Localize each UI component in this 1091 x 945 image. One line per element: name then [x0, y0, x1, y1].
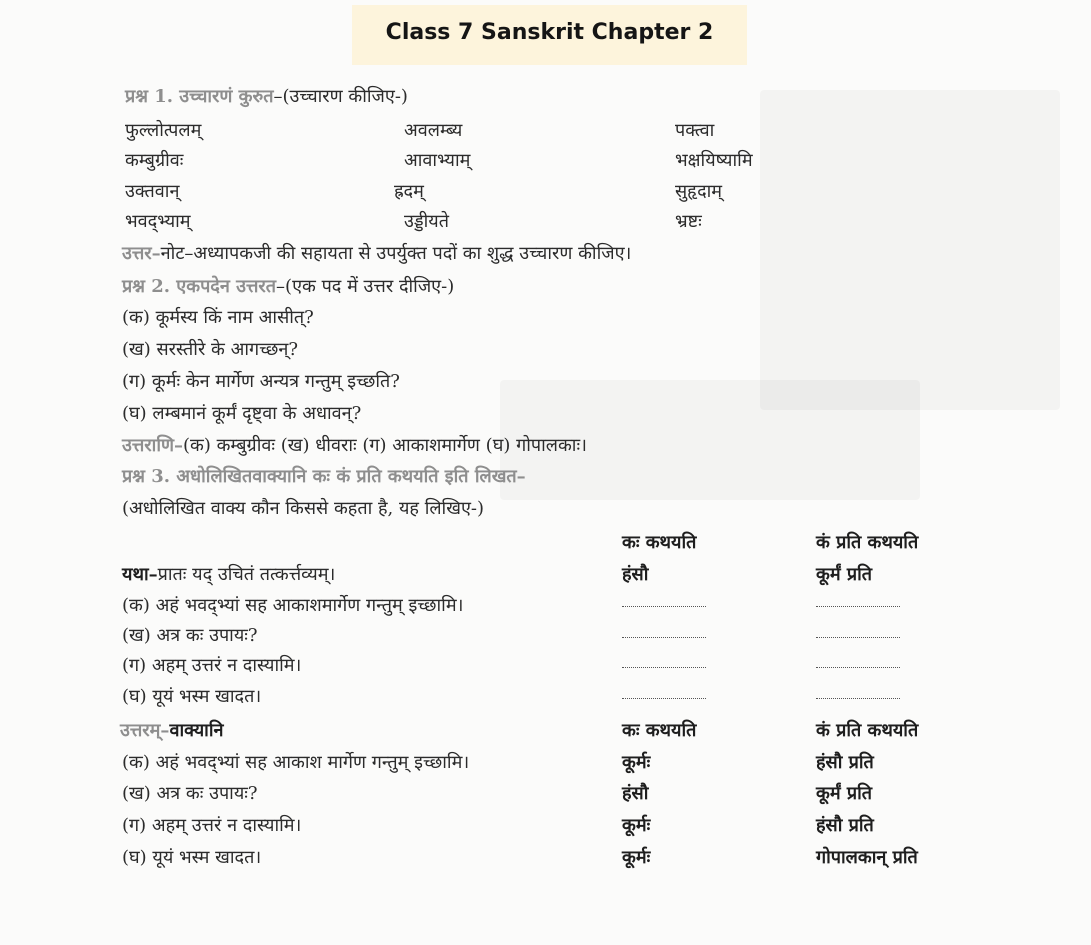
q3-answer-sentence: (घ) यूयं भस्म खादत।: [122, 847, 262, 868]
q2-item: (ख) सरस्तीरे के आगच्छन्?: [122, 339, 298, 360]
q2-answer-label: उत्तराणि–: [122, 435, 184, 456]
q1-word: अवलम्ब्य: [404, 120, 463, 141]
q1-word: सुहृदाम्: [675, 181, 723, 202]
q3-item: (घ) यूयं भस्म खादत।: [122, 686, 262, 707]
q1-heading: प्रश्न 1. उच्चारणं कुरुत: [125, 86, 274, 107]
blank-line: [622, 637, 706, 638]
q3-answer-whom: हंसौ प्रति: [816, 815, 874, 836]
q3-answer-whom: गोपालकान् प्रति: [816, 847, 918, 868]
q3-answer-whom: कूर्मं प्रति: [816, 783, 873, 804]
q1-word: कम्बुग्रीवः: [125, 150, 184, 171]
q2-item: (घ) लम्बमानं कूर्मं दृष्ट्वा के अधावन्?: [122, 403, 362, 424]
q2-item: (ग) कूर्मः केन मार्गेण अन्यत्र गन्तुम् इच्छति?: [122, 371, 400, 392]
page-title: Class 7 Sanskrit Chapter 2: [352, 5, 747, 65]
q3-example-who: हंसौ: [622, 564, 649, 585]
q3-answer-label: उत्तरम्–: [120, 720, 170, 741]
q3-answer-who: कूर्मः: [622, 752, 651, 773]
q3-answer-who: हंसौ: [622, 783, 649, 804]
q1-word: भवद्भ्याम्: [125, 211, 191, 232]
q1-answer-text: नोट–अध्यापकजी की सहायता से उपर्युक्त पदों का शुद्ध उच्चारण कीजिए।: [160, 243, 632, 264]
background-smudge: [760, 90, 1060, 410]
blank-line: [622, 606, 706, 607]
blank-line: [622, 667, 706, 668]
q1-word: फुल्लोत्पलम्: [125, 120, 202, 141]
q1-word: ह्रदम्: [394, 181, 424, 202]
q3-col-whom: कं प्रति कथयति: [816, 532, 919, 553]
q1-word: आवाभ्याम्: [404, 150, 471, 171]
q3-heading: प्रश्न 3. अधोलिखितवाक्यानि कः कं प्रति कथयति इति लिखत–: [122, 466, 526, 487]
q2-answer-text: (क) कम्बुग्रीवः (ख) धीवराः (ग) आकाशमार्गेण (घ) गोपालकाः।: [183, 435, 587, 456]
q1-word: पक्त्वा: [675, 120, 715, 141]
q1-word: भक्षयिष्यामि: [675, 150, 753, 171]
q1-word: भ्रष्टः: [675, 211, 702, 232]
q3-answer-whom: हंसौ प्रति: [816, 752, 874, 773]
q1-answer-label: उत्तर–: [122, 243, 161, 264]
q2-hint: –(एक पद में उत्तर दीजिए-): [276, 276, 455, 297]
q3-item: (ग) अहम् उत्तरं न दास्यामि।: [122, 655, 302, 676]
q1-answer: [122, 245, 631, 263]
q3-col-who: कः कथयति: [622, 532, 697, 553]
q3-item: (ख) अत्र कः उपायः?: [122, 625, 258, 646]
q2-item: (क) कूर्मस्य किं नाम आसीत्?: [122, 307, 314, 328]
q2-answer: [122, 437, 587, 455]
q1-word: उक्तवान्: [125, 181, 180, 202]
q3-answer-sub: वाक्यानि: [169, 720, 224, 741]
q3-answer-col-whom: कं प्रति कथयति: [816, 720, 919, 741]
q3-answer-sentence: (ग) अहम् उत्तरं न दास्यामि।: [122, 815, 302, 836]
q3-example-text: प्रातः यद् उचितं तत्कर्त्तव्यम्।: [157, 564, 336, 585]
q2-header: [122, 278, 454, 296]
q3-answer-header: [120, 722, 224, 740]
q1-hint: –(उच्चारण कीजिए-): [273, 86, 408, 107]
q3-answer-col-who: कः कथयति: [622, 720, 697, 741]
q3-answer-sentence: (ख) अत्र कः उपायः?: [122, 783, 258, 804]
q1-word: उड्डीयते: [404, 211, 449, 232]
q3-item: (क) अहं भवद्भ्यां सह आकाशमार्गेण गन्तुम् इच्छामि।: [122, 595, 464, 616]
q3-example: [122, 566, 335, 584]
q3-answer-sentence: (क) अहं भवद्भ्यां सह आकाश मार्गेण गन्तुम् इच्छामि।: [122, 752, 470, 773]
q3-example-label: यथा–: [122, 564, 158, 585]
blank-line: [622, 698, 706, 699]
blank-line: [816, 698, 900, 699]
q3-answer-who: कूर्मः: [622, 815, 651, 836]
blank-line: [816, 667, 900, 668]
q1-header: [125, 88, 408, 106]
q3-hint: (अधोलिखित वाक्य कौन किससे कहता है, यह लिखिए-): [122, 498, 484, 519]
q2-heading: प्रश्न 2. एकपदेन उत्तरत: [122, 276, 277, 297]
blank-line: [816, 637, 900, 638]
q3-example-whom: कूर्मं प्रति: [816, 564, 873, 585]
blank-line: [816, 606, 900, 607]
q3-answer-who: कूर्मः: [622, 847, 651, 868]
